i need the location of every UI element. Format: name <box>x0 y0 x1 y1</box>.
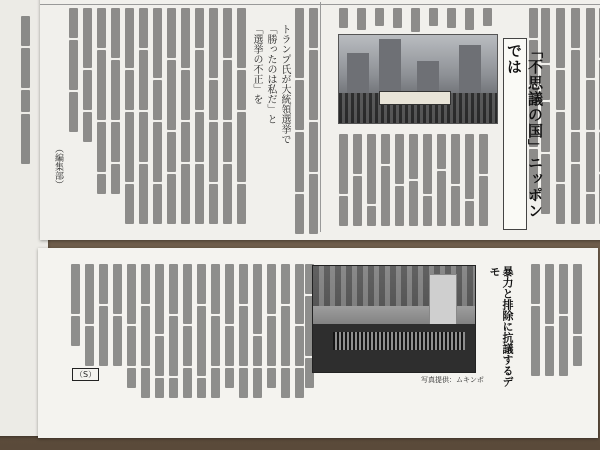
photo-banner <box>379 91 451 105</box>
top-newspaper-page <box>40 0 600 240</box>
protest-photo <box>338 34 498 124</box>
article-text: 「選挙の不正」を <box>251 24 262 104</box>
row-divider <box>40 4 600 5</box>
bottom-article-headline <box>478 266 518 396</box>
article-text: トランプ氏が大統領選挙で <box>279 24 290 144</box>
demonstration-photo <box>312 265 476 373</box>
column-divider <box>320 2 321 232</box>
headline-text: 暴力と排除に抗議するデモ <box>488 266 514 387</box>
top-article-headline <box>503 38 544 230</box>
article-text: 「勝ったのは私だ」と <box>265 24 276 124</box>
author-mark: （S） <box>72 368 99 381</box>
headline-text: 「不思議の国」ニッポンでは <box>505 43 544 219</box>
editorial-credit: （編集部） <box>53 144 63 189</box>
text-column <box>20 16 30 166</box>
photo-credit: 写真提供：ムキンポ <box>421 376 484 384</box>
